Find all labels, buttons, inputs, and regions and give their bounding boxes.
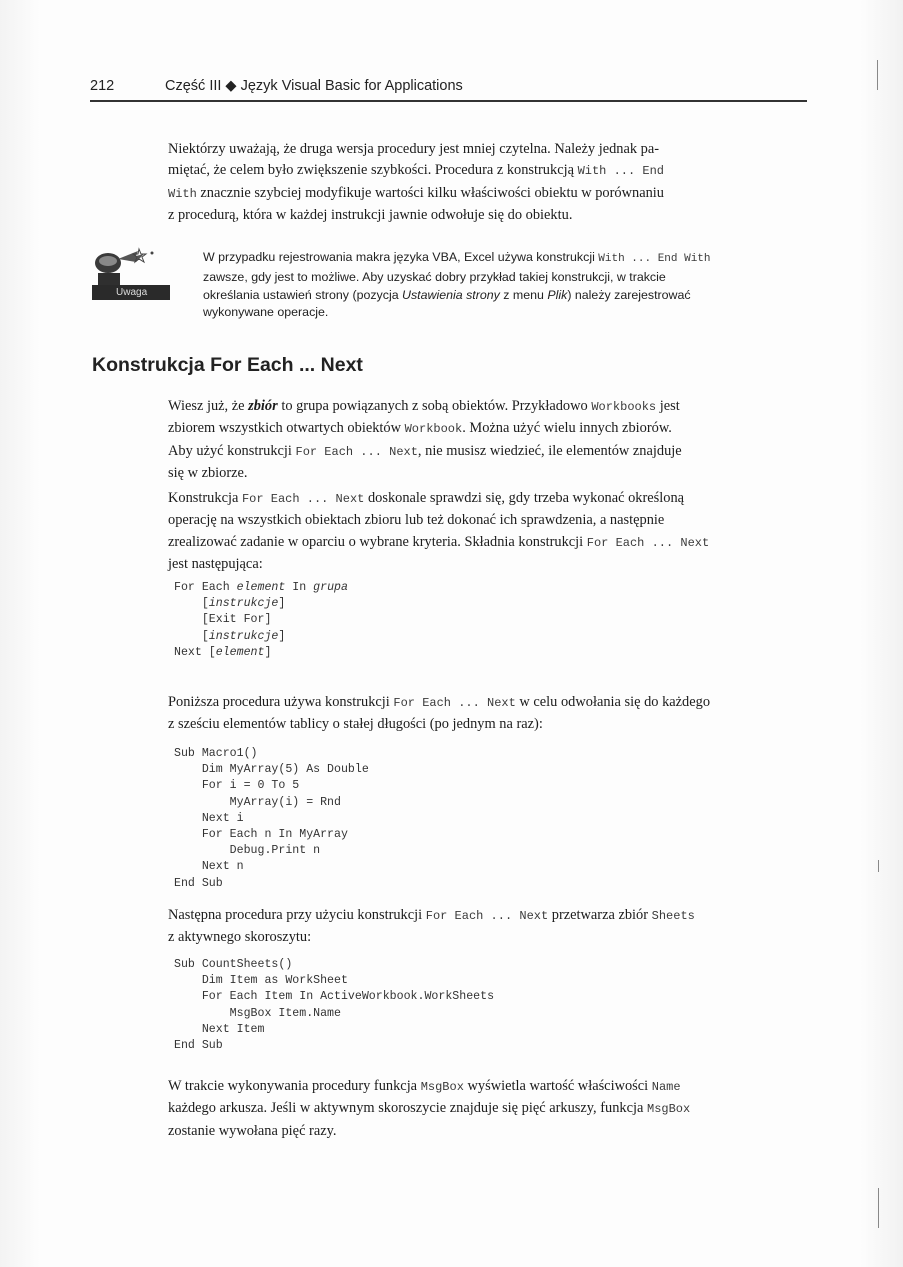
text-line: zbiorem wszystkich otwartych obiektów Workbook. Można użyć wielu innych zbiorów. [168,420,672,437]
code-line: Debug.Print n [174,844,321,858]
code-line: For Each Item In ActiveWorkbook.WorkSheets [174,990,495,1004]
code-line: MsgBox Item.Name [174,1006,341,1020]
running-title: Część III ◆ Język Visual Basic for Applications [165,78,463,94]
code-line: Next n [174,860,244,874]
syntax-block [174,580,348,661]
note-line: W przypadku rejestrowania makra języka VBA, Excel używa konstrukcji With ... End With [203,250,711,265]
note-line: zawsze, gdy jest to możliwe. Aby uzyskać dobry przykład takiej konstrukcji, w trakcie [203,269,666,284]
text-line: z sześciu elementów tablicy o stałej długości (po jednym na raz): [168,716,543,733]
code-line: [instrukcje] [174,629,286,643]
note-line: określania ustawień strony (pozycja Ustawienia strony z menu Plik) należy zarejestrować [203,287,691,302]
code-line: Next Item [174,1022,265,1036]
text-line: With znacznie szybciej modyfikuje wartości kilku właściwości obiektu w porównaniu [168,184,664,201]
text-line: zostanie wywołana pięć razy. [168,1122,337,1139]
text-line: Konstrukcja For Each ... Next doskonale sprawdzi się, gdy trzeba wykonać określoną [168,490,685,506]
paragraph-collections [168,396,802,484]
section-heading: Konstrukcja For Each ... Next [92,354,363,376]
paragraph-array-intro [168,692,802,736]
paragraph-sheets-intro [168,905,802,949]
text-line: Aby użyć konstrukcji For Each ... Next, nie musisz wiedzieć, ile elementów znajduje [168,442,682,459]
text-line: W trakcie wykonywania procedury funkcja MsgBox wyświetla wartość właściwości Name [168,1078,681,1094]
scan-mark [877,60,878,90]
text-line: jest następująca: [168,555,263,572]
code-line: Next i [174,811,244,825]
code-line: MyArray(i) = Rnd [174,795,341,809]
code-countsheets [174,957,494,1054]
code-line: Next [element] [174,645,272,659]
code-line: End Sub [174,876,223,890]
code-line: Sub CountSheets() [174,958,293,971]
text-line: miętać, że celem było zwiększenie szybkości. Procedura z konstrukcją With ... End [168,162,664,179]
text-line: każdego arkusza. Jeśli w aktywnym skoroszycie znajduje się pięć arkuszy, funkcja MsgBox [168,1100,691,1117]
text-line: Poniższa procedura używa konstrukcji For Each ... Next w celu odwołania się do każdego [168,694,711,710]
text-line: Wiesz już, że zbiór to grupa powiązanych z sobą obiektów. Przykładowo Workbooks jest [168,398,680,414]
code-line: For Each element In grupa [174,581,348,594]
code-line: Dim MyArray(5) As Double [174,763,369,777]
code-line: [instrukcje] [174,597,286,611]
code-line: Dim Item as WorkSheet [174,974,348,988]
text-line: Niektórzy uważają, że druga wersja procedury jest mniej czytelna. Należy jednak pa- [168,141,660,157]
code-line: For i = 0 To 5 [174,779,300,793]
code-line: [Exit For] [174,613,272,627]
scan-mark [878,1188,879,1228]
text-line: zrealizować zadanie w oparciu o wybrane kryteria. Składnia konstrukcji For Each ... Next [168,533,710,550]
note-line: wykonywane operacje. [203,305,329,320]
page-number: 212 [90,78,115,94]
text-line: Następna procedura przy użyciu konstrukcji For Each ... Next przetwarza zbiór Sheets [168,907,695,923]
text-line: się w zbiorze. [168,464,248,481]
paragraph-syntax-intro [168,488,802,575]
note-box [203,249,803,322]
paragraph-msgbox [168,1076,802,1142]
code-line: For Each n In MyArray [174,828,348,842]
header-rule [90,100,807,102]
note-badge [92,285,170,300]
text-line: z procedurą, która w każdej instrukcji jawnie odwołuje się do obiektu. [168,206,573,223]
scan-mark [878,860,879,872]
code-line: Sub Macro1() [174,747,258,760]
paragraph-intro [168,139,802,226]
text-line: operację na wszystkich obiektach zbioru lub też dokonać ich sprawdzenia, a następnie [168,512,665,529]
code-macro1 [174,746,369,892]
code-line: End Sub [174,1039,223,1053]
note-badge-label: Uwaga [116,287,148,298]
text-line: z aktywnego skoroszytu: [168,929,312,946]
